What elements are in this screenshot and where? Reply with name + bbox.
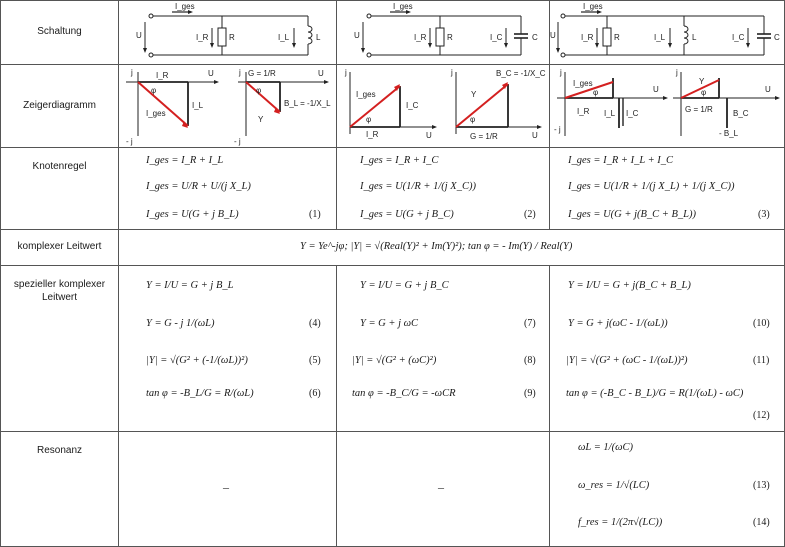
- phasor-diagram-rlc: [549, 64, 785, 148]
- formula: I_ges = U(G + j(B_C + B_L)): [568, 209, 696, 220]
- label-b-l: B_L = -1/X_L: [284, 99, 331, 108]
- row-label-resonanz: Resonanz: [36, 445, 83, 456]
- formula: tan φ = -B_C/G = -ωCR: [352, 388, 456, 399]
- label-i-r: I_R: [366, 130, 379, 139]
- label-i-ges: I_ges: [146, 109, 166, 118]
- phasor-diagram-rl: [118, 64, 337, 148]
- label-u: U: [318, 69, 324, 78]
- circuit-rlc: [549, 0, 785, 65]
- label-u: U: [550, 31, 556, 40]
- label-i-r: I_R: [581, 33, 594, 42]
- label-phi: φ: [701, 88, 707, 97]
- formula: Y = I/U = G + j B_C: [360, 280, 449, 291]
- label-i-ges: I_ges: [175, 2, 195, 11]
- row-label-schaltung: Schaltung: [37, 26, 82, 38]
- label-phi: φ: [151, 86, 157, 95]
- formula: ωL = 1/(ωC): [578, 442, 633, 453]
- formula: |Y| = √(G² + (ωC)²): [352, 355, 437, 366]
- label-i-l: I_L: [604, 109, 616, 118]
- label-r: R: [229, 33, 235, 42]
- formula: I_ges = U/R + U/(j X_L): [146, 181, 251, 192]
- label-i-c: I_C: [490, 33, 503, 42]
- label-u: U: [354, 31, 360, 40]
- label-j: j: [676, 68, 678, 77]
- formula: I_ges = U(1/R + 1/(j X_C)): [360, 181, 476, 192]
- equation-number: (2): [524, 209, 536, 220]
- label-i-r: I_R: [196, 33, 209, 42]
- equation-number: (13): [753, 480, 770, 491]
- label-y: Y: [699, 77, 705, 86]
- circuit-rc: [336, 0, 550, 65]
- formula: I_ges = U(1/R + 1/(j X_L) + 1/(j X_C)): [568, 181, 735, 192]
- row-label-zeigerdiagramm: Zeigerdiagramm: [23, 99, 96, 111]
- formula: tan φ = (-B_C - B_L)/G = R(1/(ωL) - ωC): [566, 388, 744, 399]
- label-i-r: I_R: [414, 33, 427, 42]
- label-minus-j: - j: [554, 125, 561, 134]
- empty-dash: –: [438, 480, 444, 494]
- equation-number: (8): [524, 355, 536, 366]
- formula: Y = G - j 1/(ωL): [146, 318, 215, 329]
- row-label-leitwert: komplexer Leitwert: [17, 241, 102, 253]
- formula: Y = I/U = G + j(B_C + B_L): [568, 280, 691, 291]
- label-j: j: [131, 68, 133, 77]
- label-i-r: I_R: [156, 71, 169, 80]
- formula: I_ges = U(G + j B_C): [360, 209, 454, 220]
- label-g: G = 1/R: [470, 132, 498, 141]
- label-i-c: I_C: [626, 109, 639, 118]
- label-g: G = 1/R: [248, 69, 276, 78]
- label-u: U: [426, 131, 432, 140]
- label-y: Y: [471, 90, 477, 99]
- equation-number: (9): [524, 388, 536, 399]
- formula: |Y| = √(G² + (-1/(ωL))²): [146, 355, 248, 366]
- equation-number: (1): [309, 209, 321, 220]
- phasor-diagram-rc: [336, 64, 550, 148]
- formula: f_res = 1/(2π√(LC)): [578, 517, 663, 528]
- label-g: G = 1/R: [685, 105, 713, 114]
- equation-number: (14): [753, 517, 770, 528]
- equation-number: (7): [524, 318, 536, 329]
- equation-number: (3): [758, 209, 770, 220]
- label-j: j: [560, 68, 562, 77]
- label-i-r: I_R: [577, 107, 590, 116]
- equation-number: (10): [753, 318, 770, 329]
- label-phi: φ: [256, 86, 262, 95]
- label-c: C: [774, 33, 780, 42]
- row-label-knotenregel: Knotenregel: [32, 161, 87, 172]
- label-j: j: [345, 68, 347, 77]
- equation-number: (4): [309, 318, 321, 329]
- label-minus-b-l: - B_L: [719, 129, 739, 138]
- equation-number: (12): [753, 410, 770, 421]
- label-minus-j: - j: [234, 137, 241, 146]
- equation-number: (11): [753, 355, 770, 366]
- formula: ω_res = 1/√(LC): [578, 480, 650, 491]
- label-i-ges: I_ges: [583, 2, 603, 11]
- label-i-c: I_C: [732, 33, 745, 42]
- label-i-ges: I_ges: [393, 2, 413, 11]
- label-phi: φ: [470, 115, 476, 124]
- label-i-c: I_C: [406, 101, 419, 110]
- label-r: R: [614, 33, 620, 42]
- formula: Y = G + j(ωC - 1/(ωL)): [568, 318, 668, 329]
- label-u: U: [532, 131, 538, 140]
- label-i-ges: I_ges: [356, 90, 376, 99]
- circuit-rl: [118, 0, 337, 65]
- label-i-l: I_L: [192, 101, 204, 110]
- row-label-spezieller: spezieller komplexer Leitwert: [13, 279, 106, 303]
- label-u: U: [208, 69, 214, 78]
- formula: Y = I/U = G + j B_L: [146, 280, 234, 291]
- label-i-l: I_L: [278, 33, 290, 42]
- label-b-c: B_C = -1/X_C: [496, 69, 546, 78]
- label-c: C: [532, 33, 538, 42]
- label-phi: φ: [593, 88, 599, 97]
- equation-number: (6): [309, 388, 321, 399]
- label-u: U: [136, 31, 142, 40]
- label-j: j: [451, 68, 453, 77]
- label-i-l: I_L: [654, 33, 666, 42]
- label-j: j: [239, 68, 241, 77]
- label-minus-j: - j: [126, 137, 133, 146]
- label-y: Y: [258, 115, 264, 124]
- formula: tan φ = -B_L/G = R/(ωL): [146, 388, 254, 399]
- label-u: U: [653, 85, 659, 94]
- equation-number: (5): [309, 355, 321, 366]
- formula: I_ges = I_R + I_L: [146, 155, 224, 166]
- label-b-c: B_C: [733, 109, 749, 118]
- empty-dash: –: [223, 480, 229, 494]
- label-phi: φ: [366, 115, 372, 124]
- formula: I_ges = I_R + I_L + I_C: [568, 155, 674, 166]
- label-l: L: [692, 33, 697, 42]
- label-r: R: [447, 33, 453, 42]
- formula: Y = G + j ωC: [360, 318, 419, 329]
- label-i-ges: I_ges: [573, 79, 593, 88]
- label-l: L: [316, 33, 321, 42]
- formula-leitwert: Y = Ye^-jφ; |Y| = √(Real(Y)² + Im(Y)²); tan φ = - Im(Y) / Real(Y): [300, 241, 573, 252]
- formula: |Y| = √(G² + (ωC - 1/(ωL))²): [566, 355, 688, 366]
- formula: I_ges = I_R + I_C: [360, 155, 439, 166]
- label-u: U: [765, 85, 771, 94]
- formula: I_ges = U(G + j B_L): [146, 209, 239, 220]
